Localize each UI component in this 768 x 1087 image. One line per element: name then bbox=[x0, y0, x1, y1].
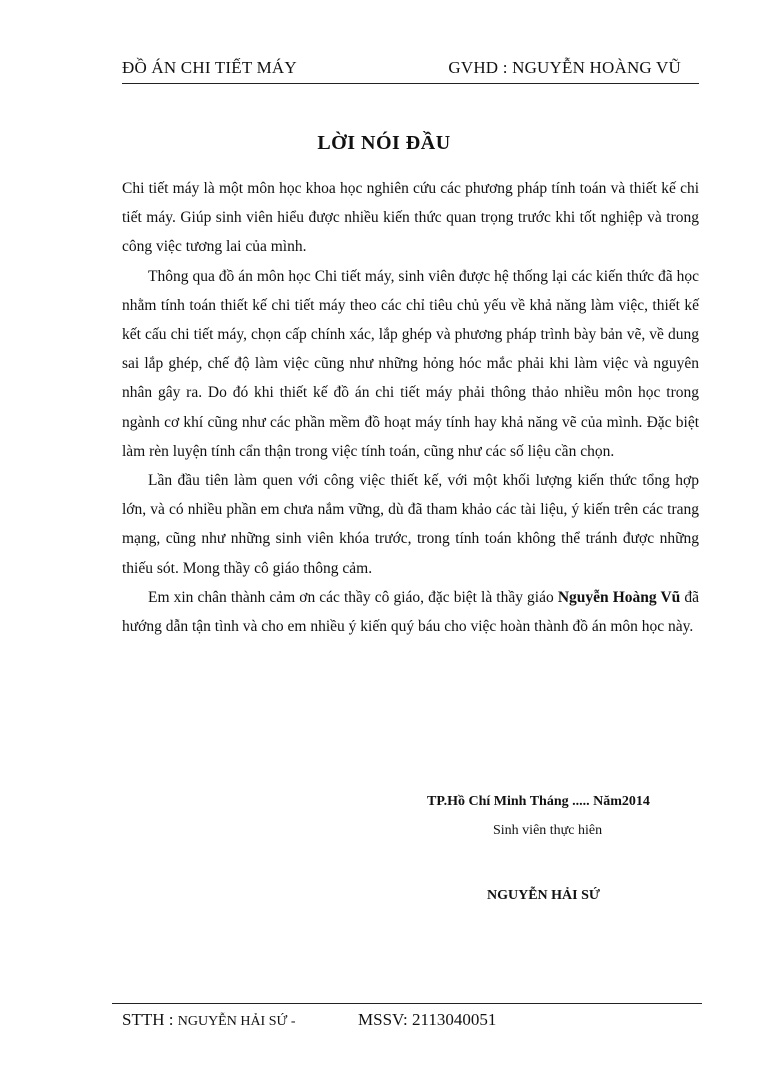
paragraph-4-text: Em xin chân thành cảm ơn các thầy cô giáo, đặc biệt là thầy giáo bbox=[148, 588, 558, 606]
header-course-title: ĐỒ ÁN CHI TIẾT MÁY bbox=[122, 58, 297, 77]
signature-role: Sinh viên thực hiên bbox=[493, 823, 603, 838]
page-title: LỜI NÓI ĐẦU bbox=[317, 132, 451, 154]
document-body bbox=[122, 174, 699, 641]
paragraph-3: Lần đầu tiên làm quen với công việc thiết kế, với một khối lượng kiến thức tổng hợp lớn, và có nhiều phần em chưa nắm vững, dù đã tham khảo các tài liệu, ý kiến trên các trang mạng, cũng như những sinh viên khóa trước, trong tính toán không thể tránh được những thiếu sót. Mong thầy cô giáo thông cảm. bbox=[122, 472, 699, 577]
header-advisor: GVHD : NGUYỄN HOÀNG VŨ bbox=[448, 58, 681, 77]
page-header bbox=[122, 52, 699, 84]
footer-divider bbox=[112, 1003, 702, 1004]
signature-city-date: TP.Hồ Chí Minh Tháng ..... Năm2014 bbox=[427, 794, 650, 809]
advisor-name-bold: Nguyễn Hoàng Vũ bbox=[557, 588, 681, 606]
paragraph-4-text-end: đã hướng dẫn tận tình và cho em nhiều ý kiến quý báu cho việc hoàn thành đồ án môn học này. bbox=[122, 588, 699, 636]
footer-student-label: STTH : bbox=[122, 1010, 178, 1029]
footer-student-name: NGUYỄN HẢI SỨ - bbox=[177, 1014, 296, 1029]
paragraph-1: Chi tiết máy là một môn học khoa học nghiên cứu các phương pháp tính toán và thiết kế chi tiết máy. Giúp sinh viên hiểu được nhiều kiến thức quan trọng trước khi tốt nghiệp và trong công việc tương lai của mình. bbox=[122, 180, 699, 256]
page-footer bbox=[122, 1010, 699, 1036]
paragraph-2: Thông qua đồ án môn học Chi tiết máy, sinh viên được hệ thống lại các kiến thức đã học nhằm tính toán thiết kế chi tiết máy theo các chỉ tiêu chủ yếu về khả năng làm việc, thiết kế kết cấu chi tiết máy, chọn cấp chính xác, lắp ghép và phương pháp trình bày bản vẽ, về dung sai lắp ghép, chế độ làm việc cũng như những hỏng hóc mắc phải khi làm việc và nguyên nhân gây ra. Do đó khi thiết kế đồ án chi tiết máy phải thông thảo nhiều môn học trong ngành cơ khí cũng như các phần mềm đồ hoạt máy tính hay khả năng vẽ của mình. Đặc biệt làm rèn luyện tính cẩn thận trong việc tính toán, cũng như các số liệu cần chọn. bbox=[122, 267, 699, 460]
footer-mssv: MSSV: 2113040051 bbox=[358, 1010, 497, 1029]
header-divider bbox=[122, 83, 699, 84]
footer-student bbox=[122, 1010, 296, 1030]
signature-student-name: NGUYỄN HẢI SỨ bbox=[487, 888, 601, 903]
paragraph-4 bbox=[122, 583, 699, 641]
